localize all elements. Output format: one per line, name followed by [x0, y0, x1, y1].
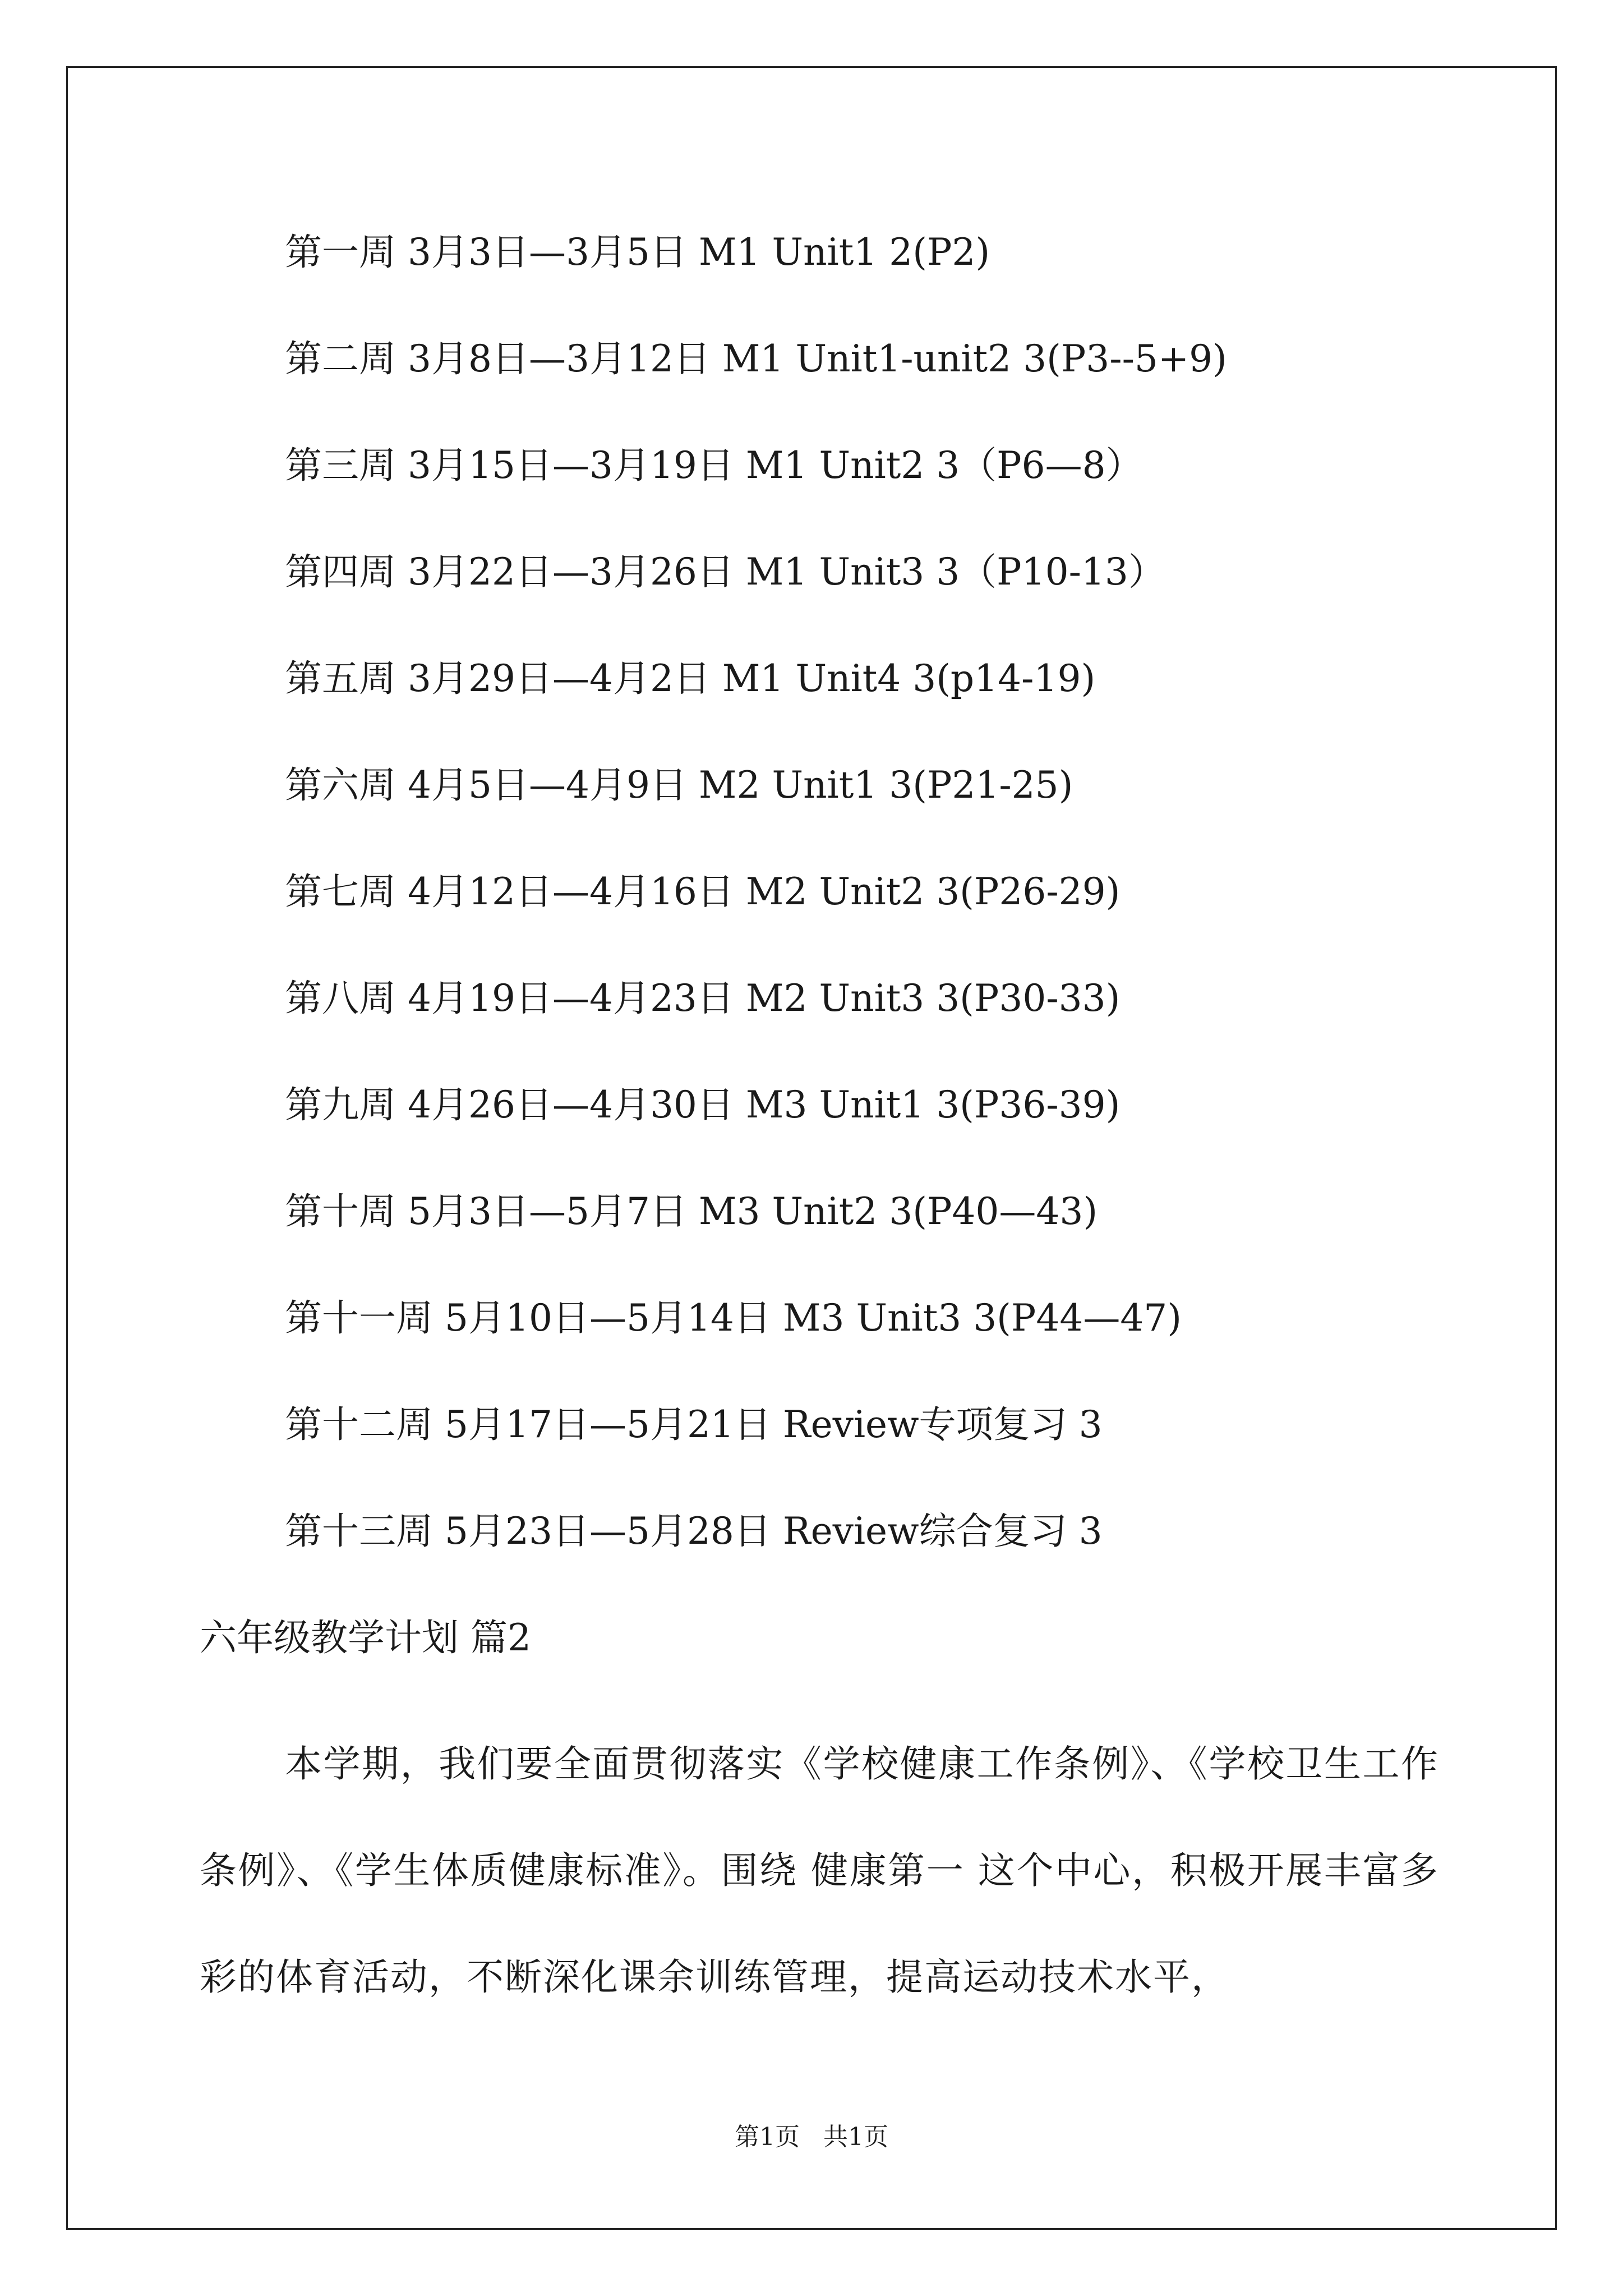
- schedule-row-week-5: 第五周 3月29日—4月2日 M1 Unit4 3(p14-19): [285, 657, 1096, 700]
- schedule-row-week-13: 第十三周 5月23日—5月28日 Review综合复习 3: [285, 1510, 1103, 1553]
- schedule-row-week-2: 第二周 3月8日—3月12日 M1 Unit1-unit2 3(P3--5+9): [285, 337, 1227, 380]
- schedule-row-week-11: 第十一周 5月10日—5月14日 M3 Unit3 3(P44—47): [285, 1296, 1182, 1340]
- schedule-row-week-7: 第七周 4月12日—4月16日 M2 Unit2 3(P26-29): [285, 870, 1121, 913]
- body-paragraph: 本学期，我们要全面贯彻落实《学校健康工作条例》、《学校卫生工作条例》、《学生体质健康标准》。围绕 健康第一 这个中心，积极开展丰富多彩的体育活动，不断深化课余训练管理，提高运动技术水平，: [200, 1742, 1439, 1999]
- schedule-row-week-3: 第三周 3月15日—3月19日 M1 Unit2 3（P6—8）: [285, 444, 1143, 487]
- schedule-row-week-12: 第十二周 5月17日—5月21日 Review专项复习 3: [285, 1403, 1103, 1446]
- schedule-row-week-1: 第一周 3月3日—3月5日 M1 Unit1 2(P2): [285, 231, 990, 274]
- schedule-row-week-8: 第八周 4月19日—4月23日 M2 Unit3 3(P30-33): [285, 977, 1121, 1020]
- section-heading: 六年级教学计划 篇2: [200, 1616, 531, 1659]
- schedule-row-week-4: 第四周 3月22日—3月26日 M1 Unit3 3（P10-13）: [285, 550, 1165, 593]
- weekly-schedule-list: [285, 224, 1519, 1610]
- page-footer: 第1页 共1页: [735, 2123, 888, 2151]
- schedule-row-week-10: 第十周 5月3日—5月7日 M3 Unit2 3(P40—43): [285, 1190, 1098, 1233]
- schedule-row-week-6: 第六周 4月5日—4月9日 M2 Unit1 3(P21-25): [285, 763, 1073, 807]
- schedule-row-week-9: 第九周 4月26日—4月30日 M3 Unit1 3(P36-39): [285, 1083, 1121, 1126]
